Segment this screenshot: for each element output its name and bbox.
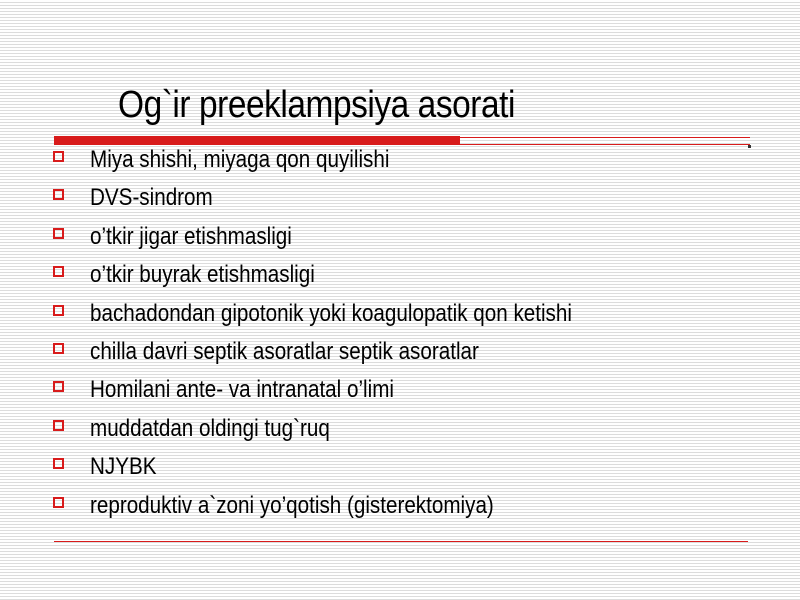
list-item-text: bachadondan gipotonik yoki koagulopatik qon ketishi — [90, 299, 572, 327]
title-underline-right — [460, 144, 750, 145]
list-item-text: DVS-sindrom — [90, 184, 213, 212]
hollow-square-bullet-icon — [53, 458, 64, 469]
list-item-text: Homilani ante- va intranatal o’limi — [90, 376, 394, 404]
hollow-square-bullet-icon — [53, 305, 64, 316]
hollow-square-bullet-icon — [53, 343, 64, 354]
list-item-text: NJYBK — [90, 453, 157, 481]
list-item-text: o’tkir jigar etishmasligi — [90, 222, 292, 250]
slide-title: Og`ir preeklampsiya asorati — [118, 84, 515, 126]
title-accent-bar — [54, 136, 460, 145]
hollow-square-bullet-icon — [53, 266, 64, 277]
hollow-square-bullet-icon — [53, 381, 64, 392]
list-item-text: muddatdan oldingi tug`ruq — [90, 414, 330, 442]
bottom-divider — [54, 541, 748, 542]
decorative-dot — [748, 145, 751, 148]
list-item-text: o’tkir buyrak etishmasligi — [90, 261, 315, 289]
list-item-text: chilla davri septik asoratlar septik asoratlar — [90, 337, 479, 365]
list-item-text: Miya shishi, miyaga qon quyilishi — [90, 146, 390, 173]
hollow-square-bullet-icon — [53, 497, 64, 508]
hollow-square-bullet-icon — [53, 228, 64, 239]
hollow-square-bullet-icon — [53, 420, 64, 431]
hollow-square-bullet-icon — [53, 151, 64, 162]
list-item-text: reproduktiv a`zoni yo’qotish (gisterektomiya) — [90, 491, 494, 519]
hollow-square-bullet-icon — [53, 189, 64, 200]
